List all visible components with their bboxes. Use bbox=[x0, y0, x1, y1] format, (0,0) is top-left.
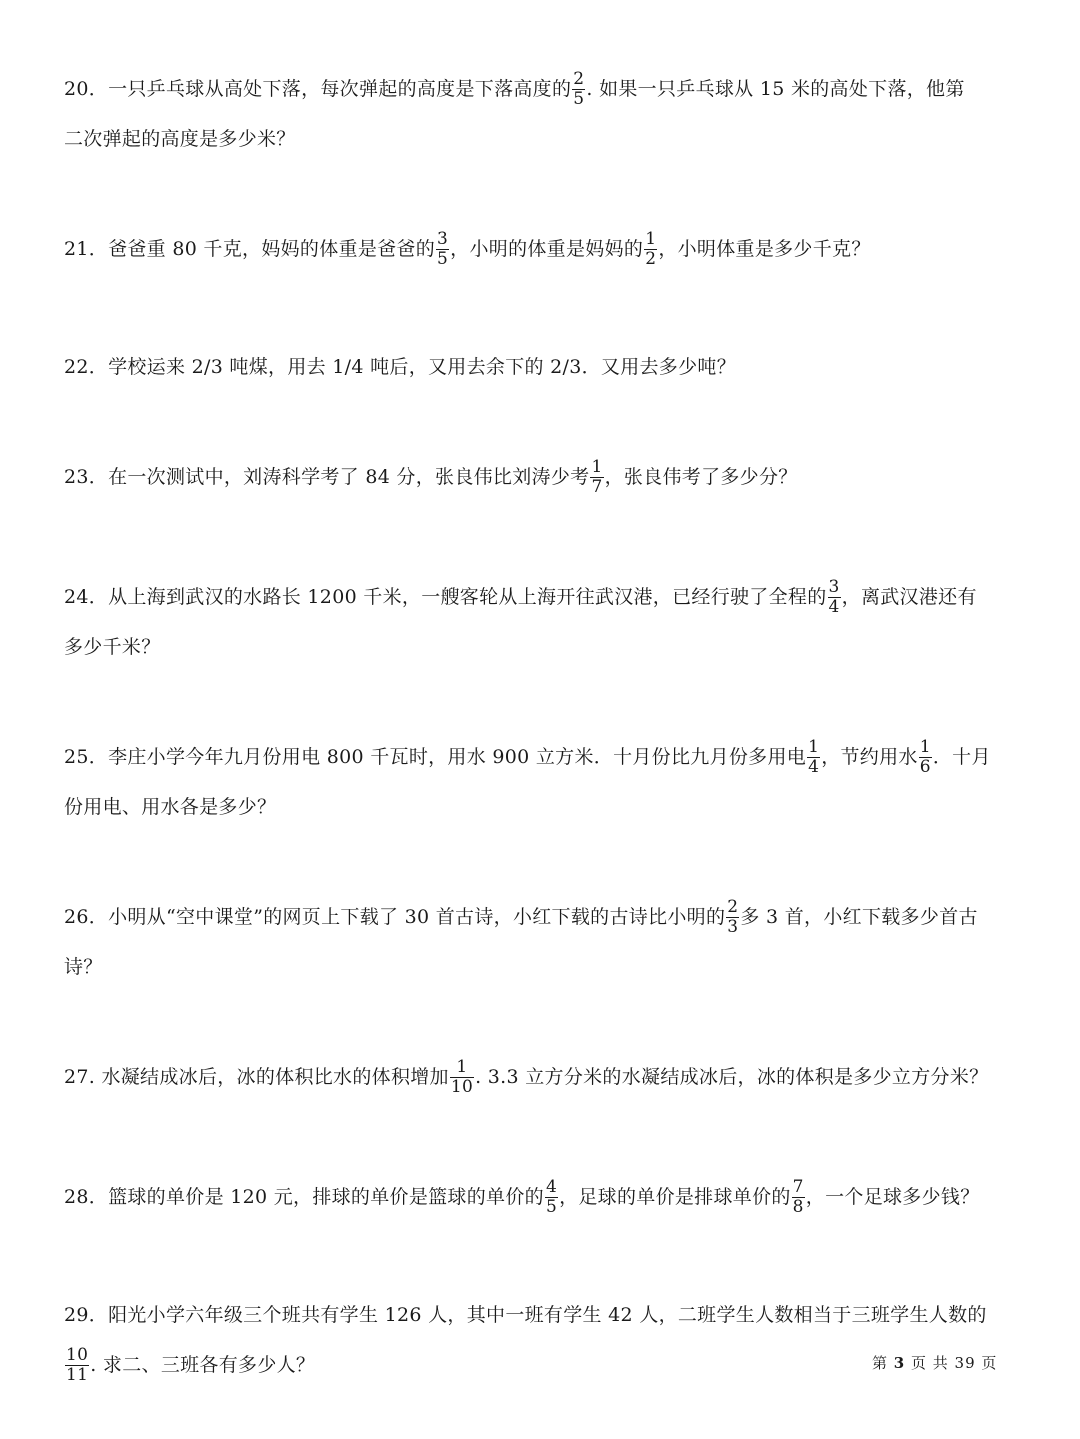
fraction-denominator: 8 bbox=[792, 1196, 804, 1217]
problem-text: ，足球的单价是排球单价的 bbox=[559, 1186, 791, 1208]
problem-text: ，离武汉港还有 bbox=[841, 586, 977, 608]
fraction-numerator: 1 bbox=[919, 736, 931, 757]
problem-text: 26．小明从“空中课堂”的网页上下载了 30 首古诗，小红下载的古诗比小明的 bbox=[64, 906, 726, 928]
problem-item bbox=[64, 1290, 1016, 1390]
problem-text: ，一个足球多少钱？ bbox=[805, 1186, 980, 1208]
fraction-numerator: 1 bbox=[591, 456, 603, 477]
fraction-numerator: 4 bbox=[545, 1176, 558, 1197]
fraction-denominator: 5 bbox=[437, 248, 449, 269]
fraction-denominator: 5 bbox=[545, 1196, 558, 1217]
problem-text: 多少千米？ bbox=[64, 636, 161, 658]
fraction-numerator: 1 bbox=[645, 228, 657, 249]
fraction bbox=[807, 738, 820, 777]
fraction bbox=[450, 1058, 474, 1097]
problem-text: . 如果一只乒乓球从 15 米的高处下落，他第 bbox=[586, 78, 965, 100]
problem-text: 份用电、用水各是多少？ bbox=[64, 796, 277, 818]
current-page-number: 3 bbox=[893, 1354, 906, 1372]
fraction bbox=[792, 1178, 805, 1217]
fraction bbox=[545, 1178, 558, 1217]
problem-text: 23．在一次测试中，刘涛科学考了 84 分，张良伟比刘涛少考 bbox=[64, 466, 590, 488]
problem-text: ，节约用水 bbox=[821, 746, 918, 768]
page-footer bbox=[872, 1353, 997, 1373]
problem-line bbox=[64, 732, 1016, 782]
problem-line bbox=[64, 942, 1016, 992]
fraction-denominator: 6 bbox=[919, 756, 931, 777]
problem-line bbox=[64, 224, 1016, 274]
footer-middle: 页 共 bbox=[905, 1354, 955, 1372]
problem-text: ，小明体重是多少千克？ bbox=[658, 238, 871, 260]
fraction bbox=[644, 230, 657, 269]
problem-text: 22．学校运来 2/3 吨煤，用去 1/4 吨后，又用去余下的 2/3．又用去多少吨？ bbox=[64, 356, 737, 378]
fraction-denominator: 5 bbox=[573, 88, 585, 109]
fraction-denominator: 4 bbox=[828, 596, 840, 617]
problem-text: . 3.3 立方分米的水凝结成冰后，冰的体积是多少立方分米？ bbox=[475, 1066, 989, 1088]
fraction-numerator: 2 bbox=[573, 68, 585, 89]
fraction bbox=[436, 230, 449, 269]
problem-text: 24．从上海到武汉的水路长 1200 千米，一艘客轮从上海开往武汉港，已经行驶了全程的 bbox=[64, 586, 827, 608]
problem-item bbox=[64, 1052, 1016, 1102]
problem-item bbox=[64, 892, 1016, 992]
total-page-count: 39 bbox=[954, 1354, 976, 1372]
fraction-numerator: 10 bbox=[66, 1344, 89, 1365]
fraction-numerator: 1 bbox=[450, 1058, 474, 1078]
problem-line bbox=[64, 892, 1016, 942]
problem-line bbox=[64, 114, 1016, 164]
problem-text: 25．李庄小学今年九月份用电 800 千瓦时，用水 900 立方米．十月份比九月份多用电 bbox=[64, 746, 807, 768]
fraction-denominator: 4 bbox=[808, 756, 820, 777]
fraction-denominator: 3 bbox=[727, 916, 739, 937]
problem-line bbox=[64, 64, 1016, 114]
fraction bbox=[65, 1346, 89, 1385]
problem-text: 28．篮球的单价是 120 元，排球的单价是篮球的单价的 bbox=[64, 1186, 544, 1208]
problem-text: 诗？ bbox=[64, 956, 103, 978]
fraction-numerator: 3 bbox=[437, 228, 449, 249]
problem-item bbox=[64, 64, 1016, 164]
problem-text: . 求二、三班各有多少人？ bbox=[90, 1354, 316, 1376]
problem-item bbox=[64, 1172, 1016, 1222]
problem-line bbox=[64, 1290, 1016, 1340]
fraction bbox=[828, 578, 841, 617]
footer-suffix: 页 bbox=[975, 1354, 998, 1372]
problem-item bbox=[64, 224, 1016, 274]
problem-text: ，张良伟考了多少分？ bbox=[604, 466, 798, 488]
fraction-denominator: 11 bbox=[66, 1364, 89, 1385]
problem-line bbox=[64, 622, 1016, 672]
problem-item bbox=[64, 732, 1016, 832]
problem-line bbox=[64, 572, 1016, 622]
fraction-numerator: 1 bbox=[808, 736, 820, 757]
problem-item bbox=[64, 572, 1016, 672]
fraction-denominator: 10 bbox=[450, 1076, 474, 1097]
problem-text: ．十月 bbox=[932, 746, 991, 768]
problem-line bbox=[64, 1172, 1016, 1222]
problem-line bbox=[64, 782, 1016, 832]
problem-text: ，小明的体重是妈妈的 bbox=[450, 238, 644, 260]
fraction bbox=[590, 458, 603, 497]
problem-text: 二次弹起的高度是多少米？ bbox=[64, 128, 296, 150]
fraction-numerator: 7 bbox=[792, 1176, 804, 1197]
fraction-denominator: 2 bbox=[645, 248, 657, 269]
problem-line bbox=[64, 342, 1016, 392]
problem-text: 20．一只乒乓球从高处下落，每次弹起的高度是下落高度的 bbox=[64, 78, 572, 100]
fraction-numerator: 2 bbox=[727, 896, 739, 917]
fraction-numerator: 3 bbox=[828, 576, 840, 597]
problem-text: 27. 水凝结成冰后，冰的体积比水的体积增加 bbox=[64, 1066, 449, 1088]
problem-line bbox=[64, 1052, 1016, 1102]
problem-item bbox=[64, 342, 1016, 392]
problem-line bbox=[64, 452, 1016, 502]
fraction bbox=[919, 738, 932, 777]
problem-text: 21．爸爸重 80 千克，妈妈的体重是爸爸的 bbox=[64, 238, 436, 260]
footer-prefix: 第 bbox=[872, 1354, 894, 1372]
problem-text: 多 3 首，小红下载多少首古 bbox=[740, 906, 978, 928]
fraction-denominator: 7 bbox=[591, 476, 603, 497]
problem-text: 29．阳光小学六年级三个班共有学生 126 人，其中一班有学生 42 人，二班学生人数相当于三班学生人数的 bbox=[64, 1304, 987, 1326]
fraction bbox=[572, 70, 585, 109]
problem-item bbox=[64, 452, 1016, 502]
fraction bbox=[726, 898, 739, 937]
